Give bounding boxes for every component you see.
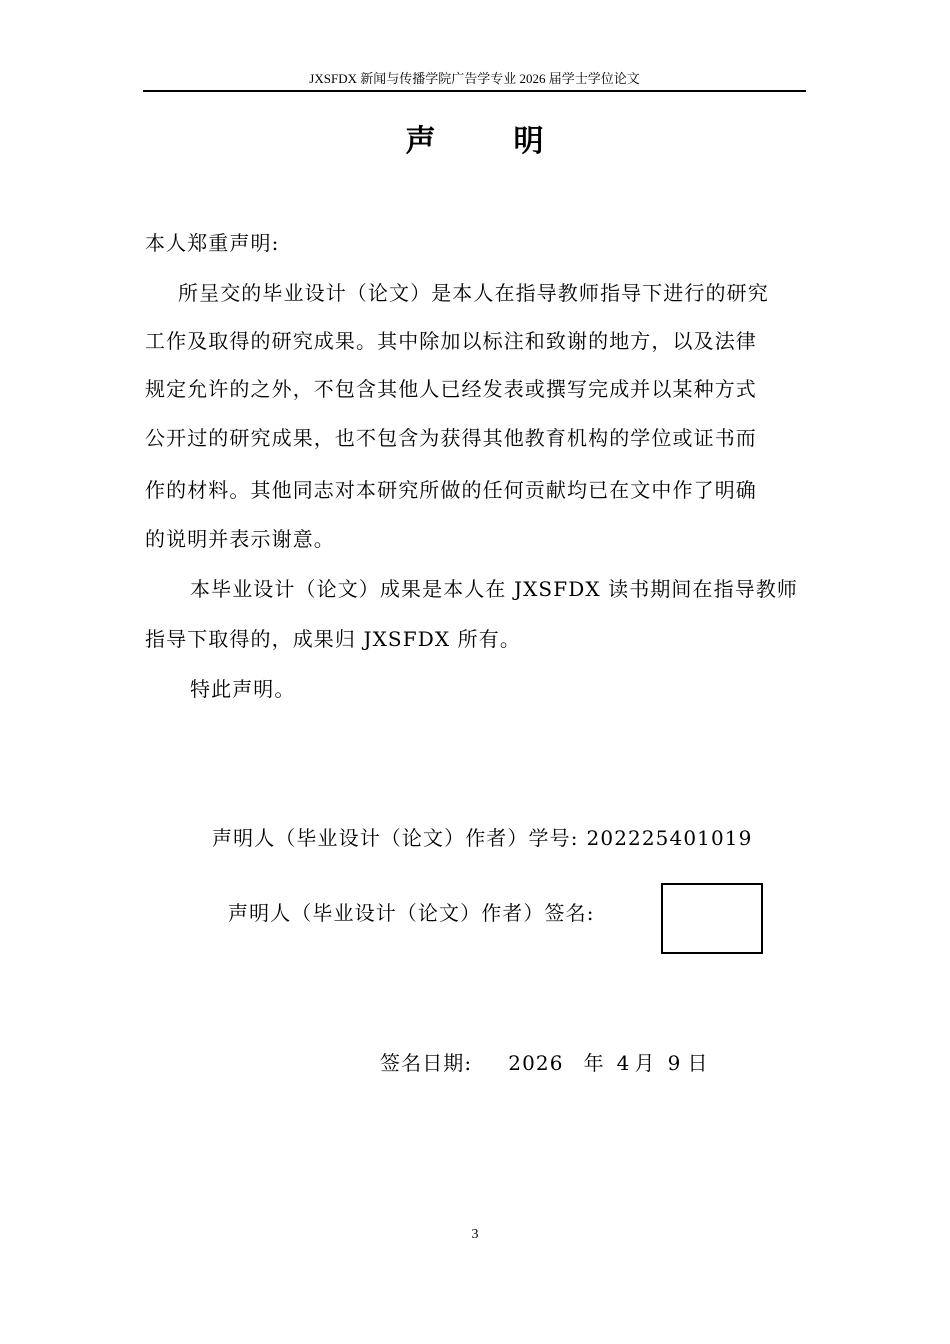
para1-line-5: 作的材料。其他同志对本研究所做的任何贡献均已在文中作了明确	[145, 478, 757, 502]
closing-line: 特此声明。	[190, 677, 296, 701]
para1-line-1: 所呈交的毕业设计（论文）是本人在指导教师指导下进行的研究	[178, 281, 769, 305]
running-header: JXSFDX 新闻与传播学院广告学专业 2026 届学士学位论文	[309, 71, 640, 86]
signature-box[interactable]	[661, 883, 763, 954]
page-number: 3	[471, 1227, 479, 1242]
para2-line-1: 本毕业设计（论文）成果是本人在 JXSFDX 读书期间在指导教师	[190, 577, 799, 601]
signing-date-day-unit: 日	[687, 1051, 709, 1075]
signature-label: 声明人（毕业设计（论文）作者）签名:	[228, 901, 595, 925]
student-id-label: 声明人（毕业设计（论文）作者）学号:	[212, 826, 579, 850]
para1-line-6: 的说明并表示谢意。	[145, 527, 335, 551]
signing-date-label: 签名日期:	[380, 1051, 473, 1075]
page-title	[143, 120, 806, 164]
para1-line-3: 规定允许的之外，不包含其他人已经发表或撰写完成并以某种方式	[145, 377, 757, 401]
para2-line-2: 指导下取得的，成果归 JXSFDX 所有。	[145, 627, 521, 651]
header-rule	[143, 90, 806, 92]
signing-date-year-unit: 年	[583, 1051, 605, 1075]
signing-date-row	[380, 1048, 709, 1078]
signing-date-year: 2026	[508, 1051, 564, 1075]
student-id-value: 202225401019	[586, 826, 753, 850]
title-char-2: 明	[513, 124, 544, 159]
signing-date-month-unit: 月	[634, 1051, 656, 1075]
student-id-row	[212, 823, 752, 853]
opening-line: 本人郑重声明:	[145, 231, 280, 255]
para1-line-4: 公开过的研究成果，也不包含为获得其他教育机构的学位或证书而	[145, 426, 757, 450]
signing-date-month: 4	[616, 1051, 631, 1075]
signing-date-day: 9	[667, 1051, 682, 1075]
para1-line-2: 工作及取得的研究成果。其中除加以标注和致谢的地方，以及法律	[145, 329, 757, 353]
title-char-1: 声	[405, 124, 436, 159]
